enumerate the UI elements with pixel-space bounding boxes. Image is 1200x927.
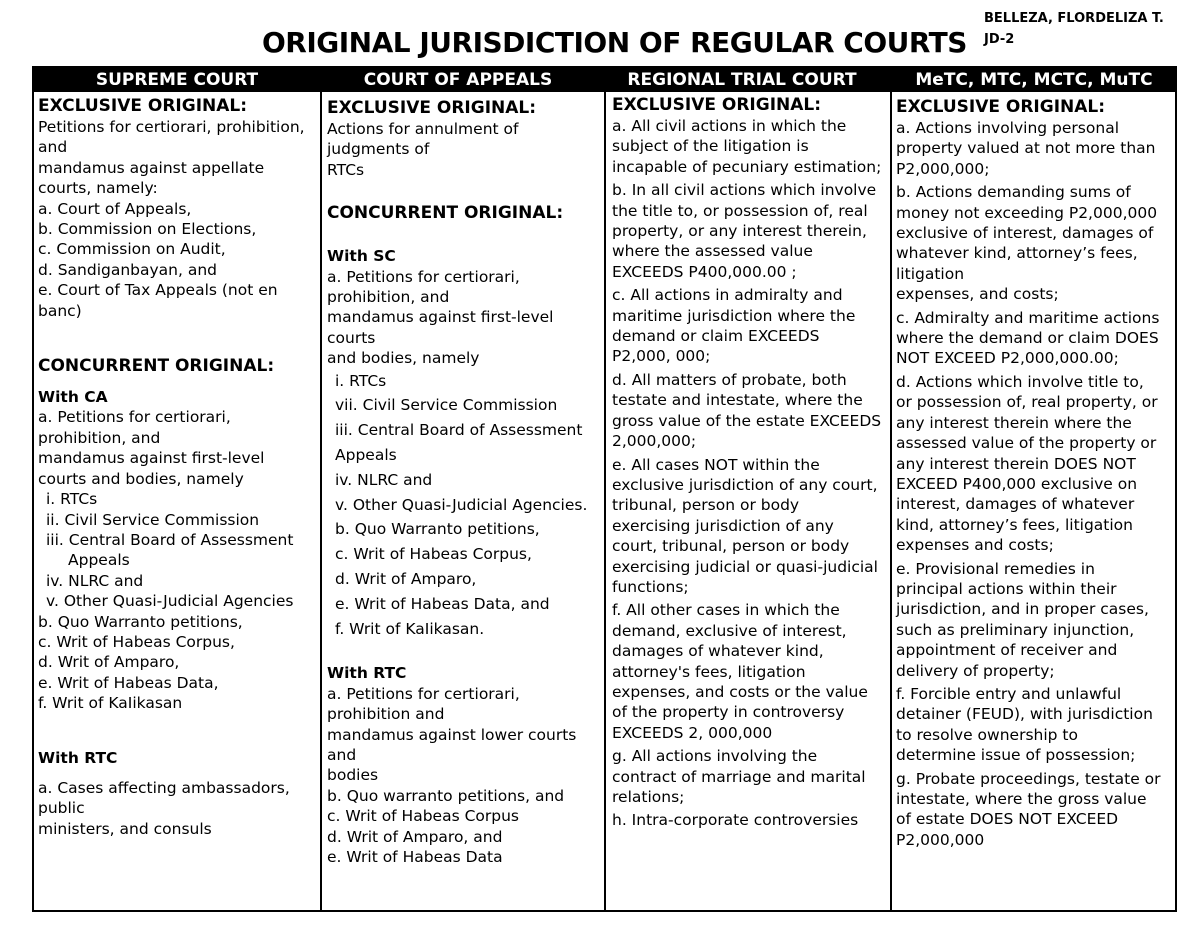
list-item: b. Quo Warranto petitions, bbox=[38, 612, 243, 631]
list-item-line: d. All matters of probate, both bbox=[612, 370, 847, 389]
sc-with-ca-list bbox=[38, 407, 318, 713]
list-item: a. Petitions for certiorari, bbox=[327, 267, 520, 286]
header-regional-trial-court: REGIONAL TRIAL COURT bbox=[627, 70, 857, 90]
list-item bbox=[896, 769, 1176, 851]
list-item: mandamus against lower courts bbox=[327, 725, 577, 744]
list-item bbox=[612, 370, 888, 452]
list-item: e. Writ of Habeas Data, bbox=[38, 673, 219, 692]
list-item-line: expenses, and costs or the value bbox=[612, 682, 868, 701]
list-item: v. Other Quasi-Judicial Agencies. bbox=[335, 495, 588, 514]
list-item-line: P2,000, 000; bbox=[612, 347, 711, 366]
table-header bbox=[34, 68, 1175, 92]
list-item-line: detainer (FEUD), with jurisdiction bbox=[896, 705, 1153, 724]
list-item-line: h. Intra-corporate controversies bbox=[612, 811, 859, 830]
sc-exclusive-heading: EXCLUSIVE ORIGINAL: bbox=[38, 96, 248, 116]
list-item-line: determine issue of possession; bbox=[896, 746, 1136, 765]
list-item: RTCs bbox=[327, 160, 365, 179]
list-item-line: interest, damages of whatever bbox=[896, 495, 1135, 514]
list-item bbox=[612, 600, 888, 743]
list-item-line: property, or any interest therein, bbox=[612, 222, 867, 241]
list-item: banc) bbox=[38, 301, 82, 320]
list-item-line: f. Forcible entry and unlawful bbox=[896, 684, 1122, 703]
column-first-level-courts bbox=[896, 92, 1176, 910]
list-item: public bbox=[38, 799, 85, 818]
list-item: b. Commission on Elections, bbox=[38, 220, 257, 239]
list-item-line: functions; bbox=[612, 577, 689, 596]
list-item: vii. Civil Service Commission bbox=[335, 396, 558, 415]
sc-with-rtc-heading: With RTC bbox=[38, 748, 118, 767]
jurisdiction-table bbox=[32, 66, 1177, 912]
list-item-line: demand or claim EXCEEDS bbox=[612, 327, 820, 346]
list-item bbox=[896, 559, 1176, 681]
list-item: a. Court of Appeals, bbox=[38, 199, 192, 218]
list-item bbox=[612, 455, 888, 598]
list-item-line: to resolve ownership to bbox=[896, 725, 1078, 744]
list-item-line: b. In all civil actions which involve bbox=[612, 181, 877, 200]
sc-with-rtc-list bbox=[38, 778, 318, 839]
list-item bbox=[896, 372, 1176, 556]
list-item: Appeals bbox=[335, 446, 397, 465]
list-item bbox=[612, 180, 888, 282]
list-item: e. Court of Tax Appeals (not en bbox=[38, 281, 278, 300]
list-item: iv. NLRC and bbox=[46, 571, 144, 590]
mtc-exclusive-list bbox=[896, 118, 1176, 850]
list-item-line: attorney's fees, litigation bbox=[612, 662, 806, 681]
list-item: judgments of bbox=[327, 140, 430, 159]
list-item-line: P2,000,000; bbox=[896, 159, 990, 178]
list-item bbox=[612, 116, 888, 177]
list-item-line: g. All actions involving the bbox=[612, 747, 818, 766]
list-item: iii. Central Board of Assessment bbox=[335, 421, 583, 440]
list-item-line: exercising judicial or quasi-judicial bbox=[612, 557, 878, 576]
column-supreme-court bbox=[38, 92, 318, 910]
list-item-line: relations; bbox=[612, 788, 685, 806]
list-item: prohibition, and bbox=[327, 288, 450, 307]
list-item-line: EXCEEDS P400,000.00 ; bbox=[612, 262, 797, 281]
list-item-line: principal actions within their bbox=[896, 579, 1117, 598]
list-item: iii. Central Board of Assessment bbox=[46, 530, 294, 549]
list-item bbox=[896, 684, 1176, 766]
list-item-line: testate and intestate, where the bbox=[612, 391, 863, 410]
list-item-line: any interest therein where the bbox=[896, 413, 1132, 432]
list-item-line: damages of whatever kind, bbox=[612, 642, 824, 661]
list-item-line: property valued at not more than bbox=[896, 139, 1156, 158]
sc-with-ca-heading: With CA bbox=[38, 388, 108, 407]
list-item-line: of the property in controversy bbox=[612, 703, 845, 722]
list-item: and bbox=[327, 746, 357, 765]
ca-with-sc-list bbox=[327, 267, 601, 642]
list-item: c. Writ of Habeas Corpus, bbox=[38, 632, 235, 651]
list-item-line: assessed value of the property or bbox=[896, 434, 1157, 453]
list-item: prohibition, and bbox=[38, 428, 161, 447]
ca-with-rtc-heading: With RTC bbox=[327, 664, 407, 683]
rtc-exclusive-list bbox=[612, 116, 888, 831]
list-item-line: of estate DOES NOT EXCEED bbox=[896, 810, 1119, 829]
list-item-line: appointment of receiver and bbox=[896, 641, 1118, 660]
list-item-line: 2,000,000; bbox=[612, 432, 697, 451]
list-item-line: money not exceeding P2,000,000 bbox=[896, 203, 1158, 222]
list-item: b. Quo Warranto petitions, bbox=[335, 520, 540, 539]
list-item-line: g. Probate proceedings, testate or bbox=[896, 769, 1161, 788]
list-item bbox=[896, 182, 1176, 304]
ca-exclusive-list bbox=[327, 119, 601, 180]
list-item-line: P2,000,000 bbox=[896, 830, 985, 849]
list-item-line: or possession of, real property, or bbox=[896, 393, 1158, 412]
list-item: v. Other Quasi-Judicial Agencies bbox=[46, 592, 294, 611]
list-item-line: e. Provisional remedies in bbox=[896, 559, 1095, 578]
list-item: c. Writ of Habeas Corpus bbox=[327, 807, 520, 826]
list-item-line: expenses and costs; bbox=[896, 536, 1054, 555]
list-item: c. Commission on Audit, bbox=[38, 240, 226, 259]
list-item: courts and bodies, namely bbox=[38, 469, 244, 488]
list-item: d. Writ of Amparo, bbox=[38, 653, 180, 672]
sc-exclusive-list bbox=[38, 117, 318, 321]
ca-with-rtc-list bbox=[327, 684, 601, 868]
column-court-of-appeals bbox=[327, 92, 601, 910]
list-item-line: b. Actions demanding sums of bbox=[896, 183, 1131, 202]
list-item-line: demand, exclusive of interest, bbox=[612, 621, 847, 640]
list-item: a. Cases affecting ambassadors, bbox=[38, 778, 290, 797]
rtc-exclusive-heading: EXCLUSIVE ORIGINAL: bbox=[612, 95, 822, 115]
list-item-line: court, tribunal, person or body bbox=[612, 537, 850, 556]
list-item-line: maritime jurisdiction where the bbox=[612, 306, 856, 325]
list-item: mandamus against first-level bbox=[327, 308, 554, 327]
list-item-line: expenses, and costs; bbox=[896, 285, 1059, 304]
column-regional-trial-court bbox=[612, 92, 888, 910]
list-item-line: litigation bbox=[896, 264, 965, 283]
list-item-line: such as preliminary injunction, bbox=[896, 620, 1135, 639]
ca-with-sc-heading: With SC bbox=[327, 247, 396, 266]
list-item-line: delivery of property; bbox=[896, 661, 1055, 680]
ca-concurrent-heading: CONCURRENT ORIGINAL: bbox=[327, 203, 564, 224]
list-item bbox=[896, 118, 1176, 179]
list-item: f. Writ of KaIikasan bbox=[38, 694, 183, 713]
list-item-line: jurisdiction, and in proper cases, bbox=[896, 600, 1149, 619]
author-section: JD-2 bbox=[984, 32, 1015, 47]
list-item-line: exclusive of interest, damages of bbox=[896, 224, 1154, 243]
list-item: d. Writ of Amparo, bbox=[335, 570, 477, 589]
list-item: a. Petitions for certiorari, bbox=[327, 684, 520, 703]
list-item-line: exercising jurisdiction of any bbox=[612, 516, 834, 535]
list-item-line: intestate, where the gross value bbox=[896, 790, 1147, 808]
author-block bbox=[984, 8, 1164, 50]
list-item-line: a. Actions involving personal bbox=[896, 119, 1119, 137]
list-item-line: f. All other cases in which the bbox=[612, 601, 840, 620]
list-item: Actions for annulment of bbox=[327, 120, 519, 138]
header-first-level-courts: MeTC, MTC, MCTC, MuTC bbox=[915, 70, 1153, 90]
author-name: BELLEZA, FLORDELIZA T. bbox=[984, 11, 1164, 26]
list-item-line: a. All civil actions in which the bbox=[612, 117, 847, 135]
list-item: prohibition and bbox=[327, 705, 445, 724]
list-item: b. Quo warranto petitions, and bbox=[327, 786, 565, 805]
column-divider bbox=[604, 92, 606, 910]
list-item: d. Sandiganbayan, and bbox=[38, 260, 218, 279]
header-court-of-appeals: COURT OF APPEALS bbox=[363, 70, 553, 90]
list-item: iv. NLRC and bbox=[335, 470, 433, 489]
list-item: i. RTCs bbox=[335, 371, 387, 390]
list-item-line: EXCEEDS 2, 000,000 bbox=[612, 723, 773, 742]
list-item-line: tribunal, person or body bbox=[612, 496, 800, 515]
list-item bbox=[612, 746, 888, 807]
list-item-line: where the assessed value bbox=[612, 242, 813, 261]
list-item-line: incapable of pecuniary estimation; bbox=[612, 157, 882, 176]
list-item bbox=[896, 308, 1176, 369]
list-item-line: any interest therein DOES NOT bbox=[896, 454, 1136, 473]
list-item-line: gross value of the estate EXCEEDS bbox=[612, 411, 882, 430]
list-item-line: where the demand or claim DOES bbox=[896, 329, 1159, 348]
list-item-line: kind, attorney’s fees, litigation bbox=[896, 515, 1133, 534]
list-item-line: contract of marriage and marital bbox=[612, 767, 866, 786]
ca-exclusive-heading: EXCLUSIVE ORIGINAL: bbox=[327, 98, 537, 118]
list-item: and bodies, namely bbox=[327, 349, 480, 368]
list-item: f. Writ of KaIikasan. bbox=[335, 619, 485, 638]
list-item: courts, namely: bbox=[38, 179, 158, 198]
list-item: e. Writ of Habeas Data, and bbox=[335, 594, 550, 613]
column-divider bbox=[320, 92, 322, 910]
list-item: c. Writ of Habeas Corpus, bbox=[335, 545, 532, 564]
list-item: e. Writ of Habeas Data bbox=[327, 848, 503, 867]
list-item: ii. Civil Service Commission bbox=[46, 510, 260, 529]
list-item-line: NOT EXCEED P2,000,000.00; bbox=[896, 349, 1119, 368]
list-item bbox=[612, 285, 888, 367]
list-item: Petitions for certiorari, prohibition, bbox=[38, 118, 305, 136]
list-item-line: c. Admiralty and maritime actions bbox=[896, 308, 1160, 327]
list-item: courts bbox=[327, 328, 376, 347]
list-item-line: d. Actions which involve title to, bbox=[896, 372, 1144, 391]
list-item: mandamus against first-level bbox=[38, 449, 265, 468]
list-item-line: the title to, or possession of, real bbox=[612, 201, 868, 220]
document-title: ORIGINAL JURISDICTION OF REGULAR COURTS bbox=[262, 26, 967, 59]
list-item: i. RTCs bbox=[46, 490, 98, 509]
list-item: mandamus against appellate bbox=[38, 158, 265, 177]
header-supreme-court: SUPREME COURT bbox=[95, 70, 259, 90]
list-item: ministers, and consuls bbox=[38, 819, 212, 838]
list-item-line: c. All actions in admiralty and bbox=[612, 286, 843, 305]
list-item: bodies bbox=[327, 766, 379, 785]
list-item-line: whatever kind, attorney’s fees, bbox=[896, 244, 1138, 263]
column-divider bbox=[890, 92, 892, 910]
list-item: d. Writ of Amparo, and bbox=[327, 827, 503, 846]
list-item bbox=[612, 810, 888, 830]
list-item-line: EXCEED P400,000 exclusive on bbox=[896, 474, 1138, 493]
mtc-exclusive-heading: EXCLUSIVE ORIGINAL: bbox=[896, 97, 1106, 117]
sc-concurrent-heading: CONCURRENT ORIGINAL: bbox=[38, 356, 275, 377]
list-item: a. Petitions for certiorari, bbox=[38, 408, 231, 427]
list-item: Appeals bbox=[68, 551, 130, 570]
list-item-line: e. All cases NOT within the bbox=[612, 455, 820, 474]
list-item-line: exclusive jurisdiction of any court, bbox=[612, 475, 878, 494]
list-item-line: subject of the litigation is bbox=[612, 137, 809, 156]
list-item: and bbox=[38, 138, 68, 157]
